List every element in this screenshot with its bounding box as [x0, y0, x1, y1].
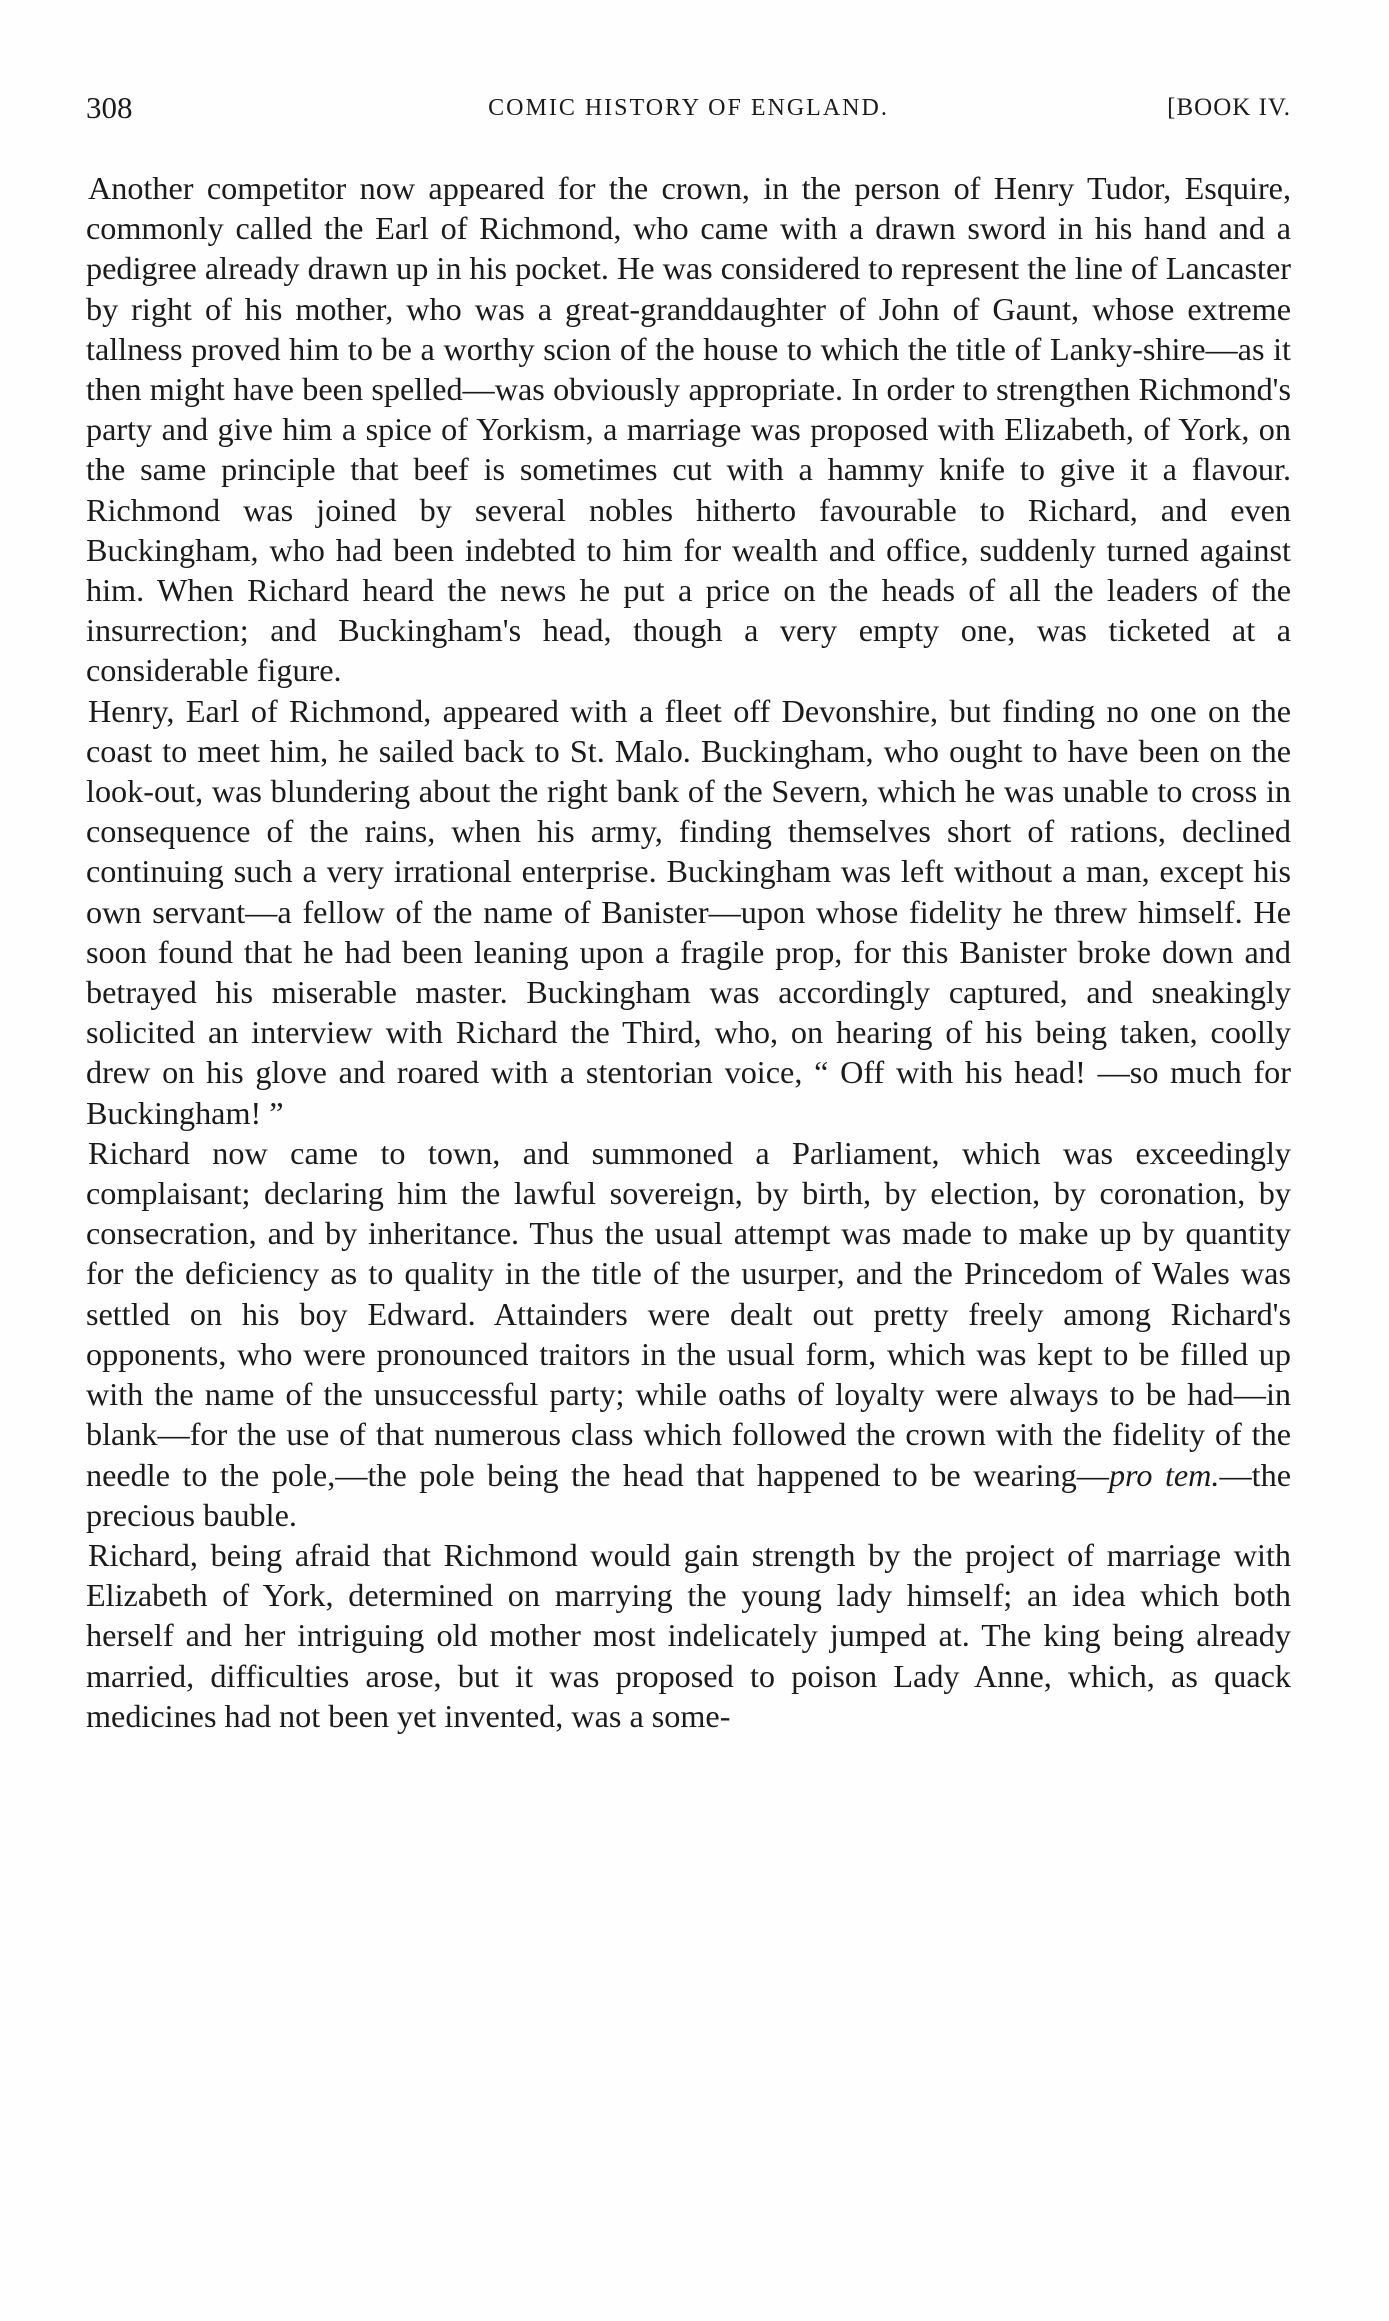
- page-number: 308: [86, 90, 133, 125]
- paragraph-buckingham-capture: Henry, Earl of Richmond, appeared with a fleet off Devonshire, but finding no one on the coast to meet him, he sailed back to St. Malo. Buckingham, who ought to have been on the look-out, was blundering about the right bank of the Severn, which he was unable to cross in consequence of the rains, when his army, finding themselves short of rations, declined continuing such a very irrational enterprise. Buckingham was left without a man, except his own servant—a fellow of the name of Banister—upon whose fidelity he threw himself. He soon found that he had been leaning upon a fragile prop, for this Banister broke down and betrayed his miserable master. Buckingham was accordingly captured, and sneakingly solicited an interview with Richard the Third, who, on hearing of his being taken, coolly drew on his glove and roared with a stentorian voice, “ Off with his head! —so much for Buckingham! ”: [86, 692, 1291, 1131]
- paragraph-marriage-plan: Richard, being afraid that Richmond would gain strength by the project of marriage with Elizabeth of York, determined on marrying the young lady himself; an idea which both herself and her intriguing old mother most indelicately jumped at. The king being already married, difficulties arose, but it was proposed to poison Lady Anne, which, as quack medicines had not been yet invented, was a some-: [86, 1536, 1291, 1734]
- paragraph-parliament-text: Richard now came to town, and summoned a Parliament, which was exceedingly complaisant; declaring him the lawful sovereign, by birth, by election, by coronation, by consecration, and by inheritance. Thus the usual attempt was made to make up by quantity for the deficiency as to quality in the title of the usurper, and the Princedom of Wales was settled on his boy Edward. Attainders were dealt out pretty freely among Richard's opponents, who were pronounced traitors in the usual form, which was kept to be filled up with the name of the unsuccessful party; while oaths of loyalty were always to be had—in blank—for the use of that numerous class which followed the crown with the fidelity of the needle to the pole,—the pole being the head that happened to be wearing—: [86, 1134, 1291, 1493]
- italic-phrase: pro tem.: [1108, 1456, 1220, 1493]
- book-marker: [BOOK IV.: [1167, 94, 1291, 121]
- paragraph-richmond-claim: Another competitor now appeared for the crown, in the person of Henry Tudor, Esquire, commonly called the Earl of Richmond, who came with a drawn sword in his hand and a pedigree already drawn up in his pocket. He was considered to represent the line of Lancaster by right of his mother, who was a great-granddaughter of John of Gaunt, whose extreme tallness proved him to be a worthy scion of the house to which the title of Lanky-shire—as it then might have been spelled—was obviously appropriate. In order to strengthen Richmond's party and give him a spice of Yorkism, a marriage was proposed with Elizabeth, of York, on the same principle that beef is sometimes cut with a hammy knife to give it a flavour. Richmond was joined by several nobles hitherto favourable to Richard, and even Buckingham, who had been indebted to him for wealth and office, suddenly turned against him. When Richard heard the news he put a price on the heads of all the leaders of the insurrection; and Buckingham's head, though a very empty one, was ticketed at a considerable figure.: [86, 170, 1291, 689]
- paragraph-parliament: [86, 1133, 1291, 1535]
- page-header: [86, 88, 1291, 128]
- paragraph-parliament-tail: —the precious bauble.: [86, 1456, 1291, 1533]
- running-title: COMIC HISTORY OF ENGLAND.: [488, 95, 889, 121]
- body-text: [86, 168, 1291, 1736]
